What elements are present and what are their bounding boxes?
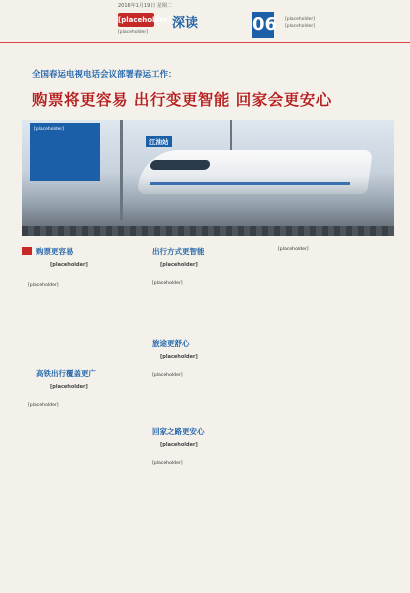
- article-body: [placeholder]: [152, 373, 183, 378]
- train-window: [149, 160, 211, 170]
- main-headline: 购票将更容易 出行变更智能 回家会更安心: [32, 91, 332, 109]
- article-body: [placeholder]: [152, 461, 183, 466]
- photo-caption: [placeholder]: [30, 123, 100, 181]
- page-number: 06: [252, 12, 274, 38]
- section-heading: 购票更容易: [36, 247, 74, 256]
- rail-track: [22, 226, 394, 236]
- article-body: [placeholder]: [28, 283, 59, 288]
- issue-date: 2016年1月19日 星期二: [118, 3, 172, 9]
- section-heading: 出行方式更智能: [152, 247, 205, 256]
- contact-info: [285, 16, 315, 30]
- article-body: [placeholder]: [28, 403, 59, 408]
- masthead: [0, 10, 410, 43]
- station-sign: 江油站: [146, 136, 172, 147]
- contact-phone: [placeholder]: [285, 17, 315, 22]
- editor-credits: [placeholder]: [118, 30, 148, 35]
- article-body: [placeholder]: [278, 247, 309, 252]
- section-subheading: [placeholder]: [160, 442, 198, 448]
- section-heading: 高铁出行覆盖更广: [36, 369, 96, 378]
- photo-pole: [120, 120, 123, 220]
- section-heading: 回家之路更安心: [152, 427, 205, 436]
- section-marker: [22, 247, 32, 255]
- contact-email: [placeholder]: [285, 24, 315, 29]
- train-stripe: [150, 182, 350, 185]
- section-subheading: [placeholder]: [160, 354, 198, 360]
- section-subheading: [placeholder]: [50, 384, 88, 390]
- section-subheading: [placeholder]: [50, 262, 88, 268]
- headline-kicker: 全国春运电视电话会议部署春运工作：: [32, 70, 177, 80]
- newspaper-logo: [placeholder]: [118, 13, 154, 27]
- section-heading: 旅途更舒心: [152, 339, 190, 348]
- train-body: [137, 150, 373, 194]
- article-body: [placeholder]: [152, 281, 183, 286]
- top-info-bar: [0, 0, 410, 10]
- section-title: 深读: [172, 16, 199, 31]
- section-subheading: [placeholder]: [160, 262, 198, 268]
